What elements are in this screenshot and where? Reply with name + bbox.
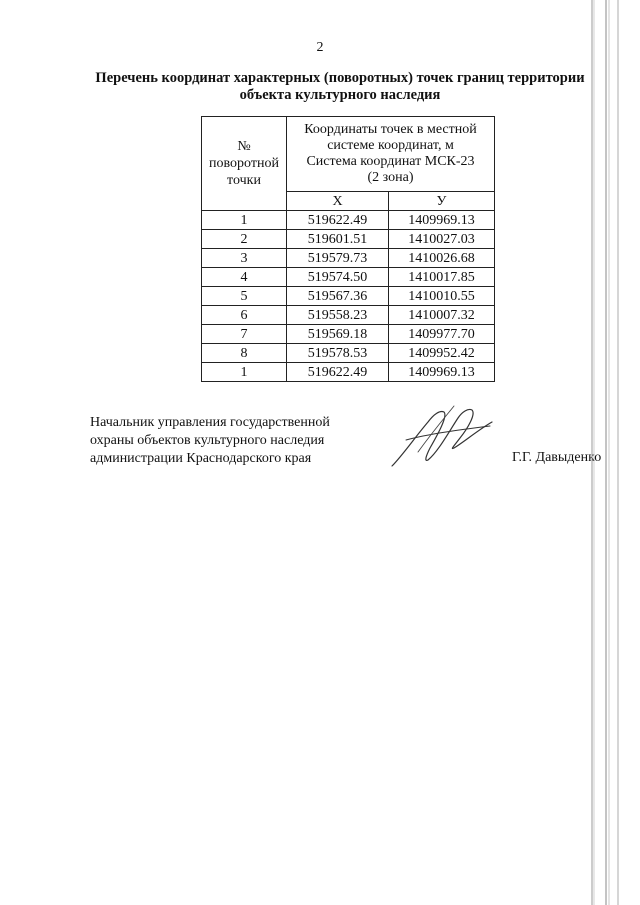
point-cell: 2 [202,230,287,249]
point-cell: 1 [202,211,287,230]
point-cell: 8 [202,344,287,363]
signer-name: Г.Г. Давыденко [512,450,602,465]
y-cell: 1410010.55 [389,287,495,306]
header-text: Система координат МСК-23 [306,154,475,169]
x-column-header: X [287,192,389,211]
point-cell: 6 [202,306,287,325]
coordinates-header [287,117,495,192]
position-line: охраны объектов культурного наследия [90,433,325,448]
y-cell: 1410026.68 [389,249,495,268]
x-cell: 519574.50 [287,268,389,287]
y-cell: 1409952.42 [389,344,495,363]
point-cell: 1 [202,363,287,382]
table-row [202,230,495,249]
page-number: 2 [316,40,324,55]
point-cell: 7 [202,325,287,344]
table-row [202,344,495,363]
table-row [202,268,495,287]
table-row [202,363,495,382]
header-text: (2 зона) [367,170,414,185]
point-number-header [202,117,287,211]
title-line: Перечень координат характерных (поворотных) точек границ территории [95,70,585,86]
signatory-position [90,414,330,468]
header-text: № [237,139,251,154]
handwritten-signature [388,400,496,472]
table-row [202,287,495,306]
header-text: поворотной [209,156,279,171]
x-cell: 519578.53 [287,344,389,363]
table-row [202,306,495,325]
point-cell: 3 [202,249,287,268]
document-title [40,70,640,104]
title-line: объекта культурного наследия [239,87,441,103]
y-cell: 1410027.03 [389,230,495,249]
x-cell: 519567.36 [287,287,389,306]
y-cell: 1409969.13 [389,211,495,230]
y-cell: 1409969.13 [389,363,495,382]
y-cell: 1409977.70 [389,325,495,344]
x-cell: 519569.18 [287,325,389,344]
table-row [202,325,495,344]
position-line: Начальник управления государственной [90,415,330,430]
x-cell: 519601.51 [287,230,389,249]
x-cell: 519622.49 [287,363,389,382]
header-text: Координаты точек в местной [304,122,477,137]
y-column-header: У [389,192,495,211]
position-line: администрации Краснодарского края [90,451,312,466]
table-row [202,211,495,230]
point-cell: 4 [202,268,287,287]
y-cell: 1410007.32 [389,306,495,325]
y-cell: 1410017.85 [389,268,495,287]
header-text: системе координат, м [327,138,454,153]
x-cell: 519558.23 [287,306,389,325]
coordinates-table [201,116,495,382]
header-text: точки [227,173,261,188]
x-cell: 519622.49 [287,211,389,230]
x-cell: 519579.73 [287,249,389,268]
table-row [202,249,495,268]
binding-edge-marks [584,0,640,905]
point-cell: 5 [202,287,287,306]
